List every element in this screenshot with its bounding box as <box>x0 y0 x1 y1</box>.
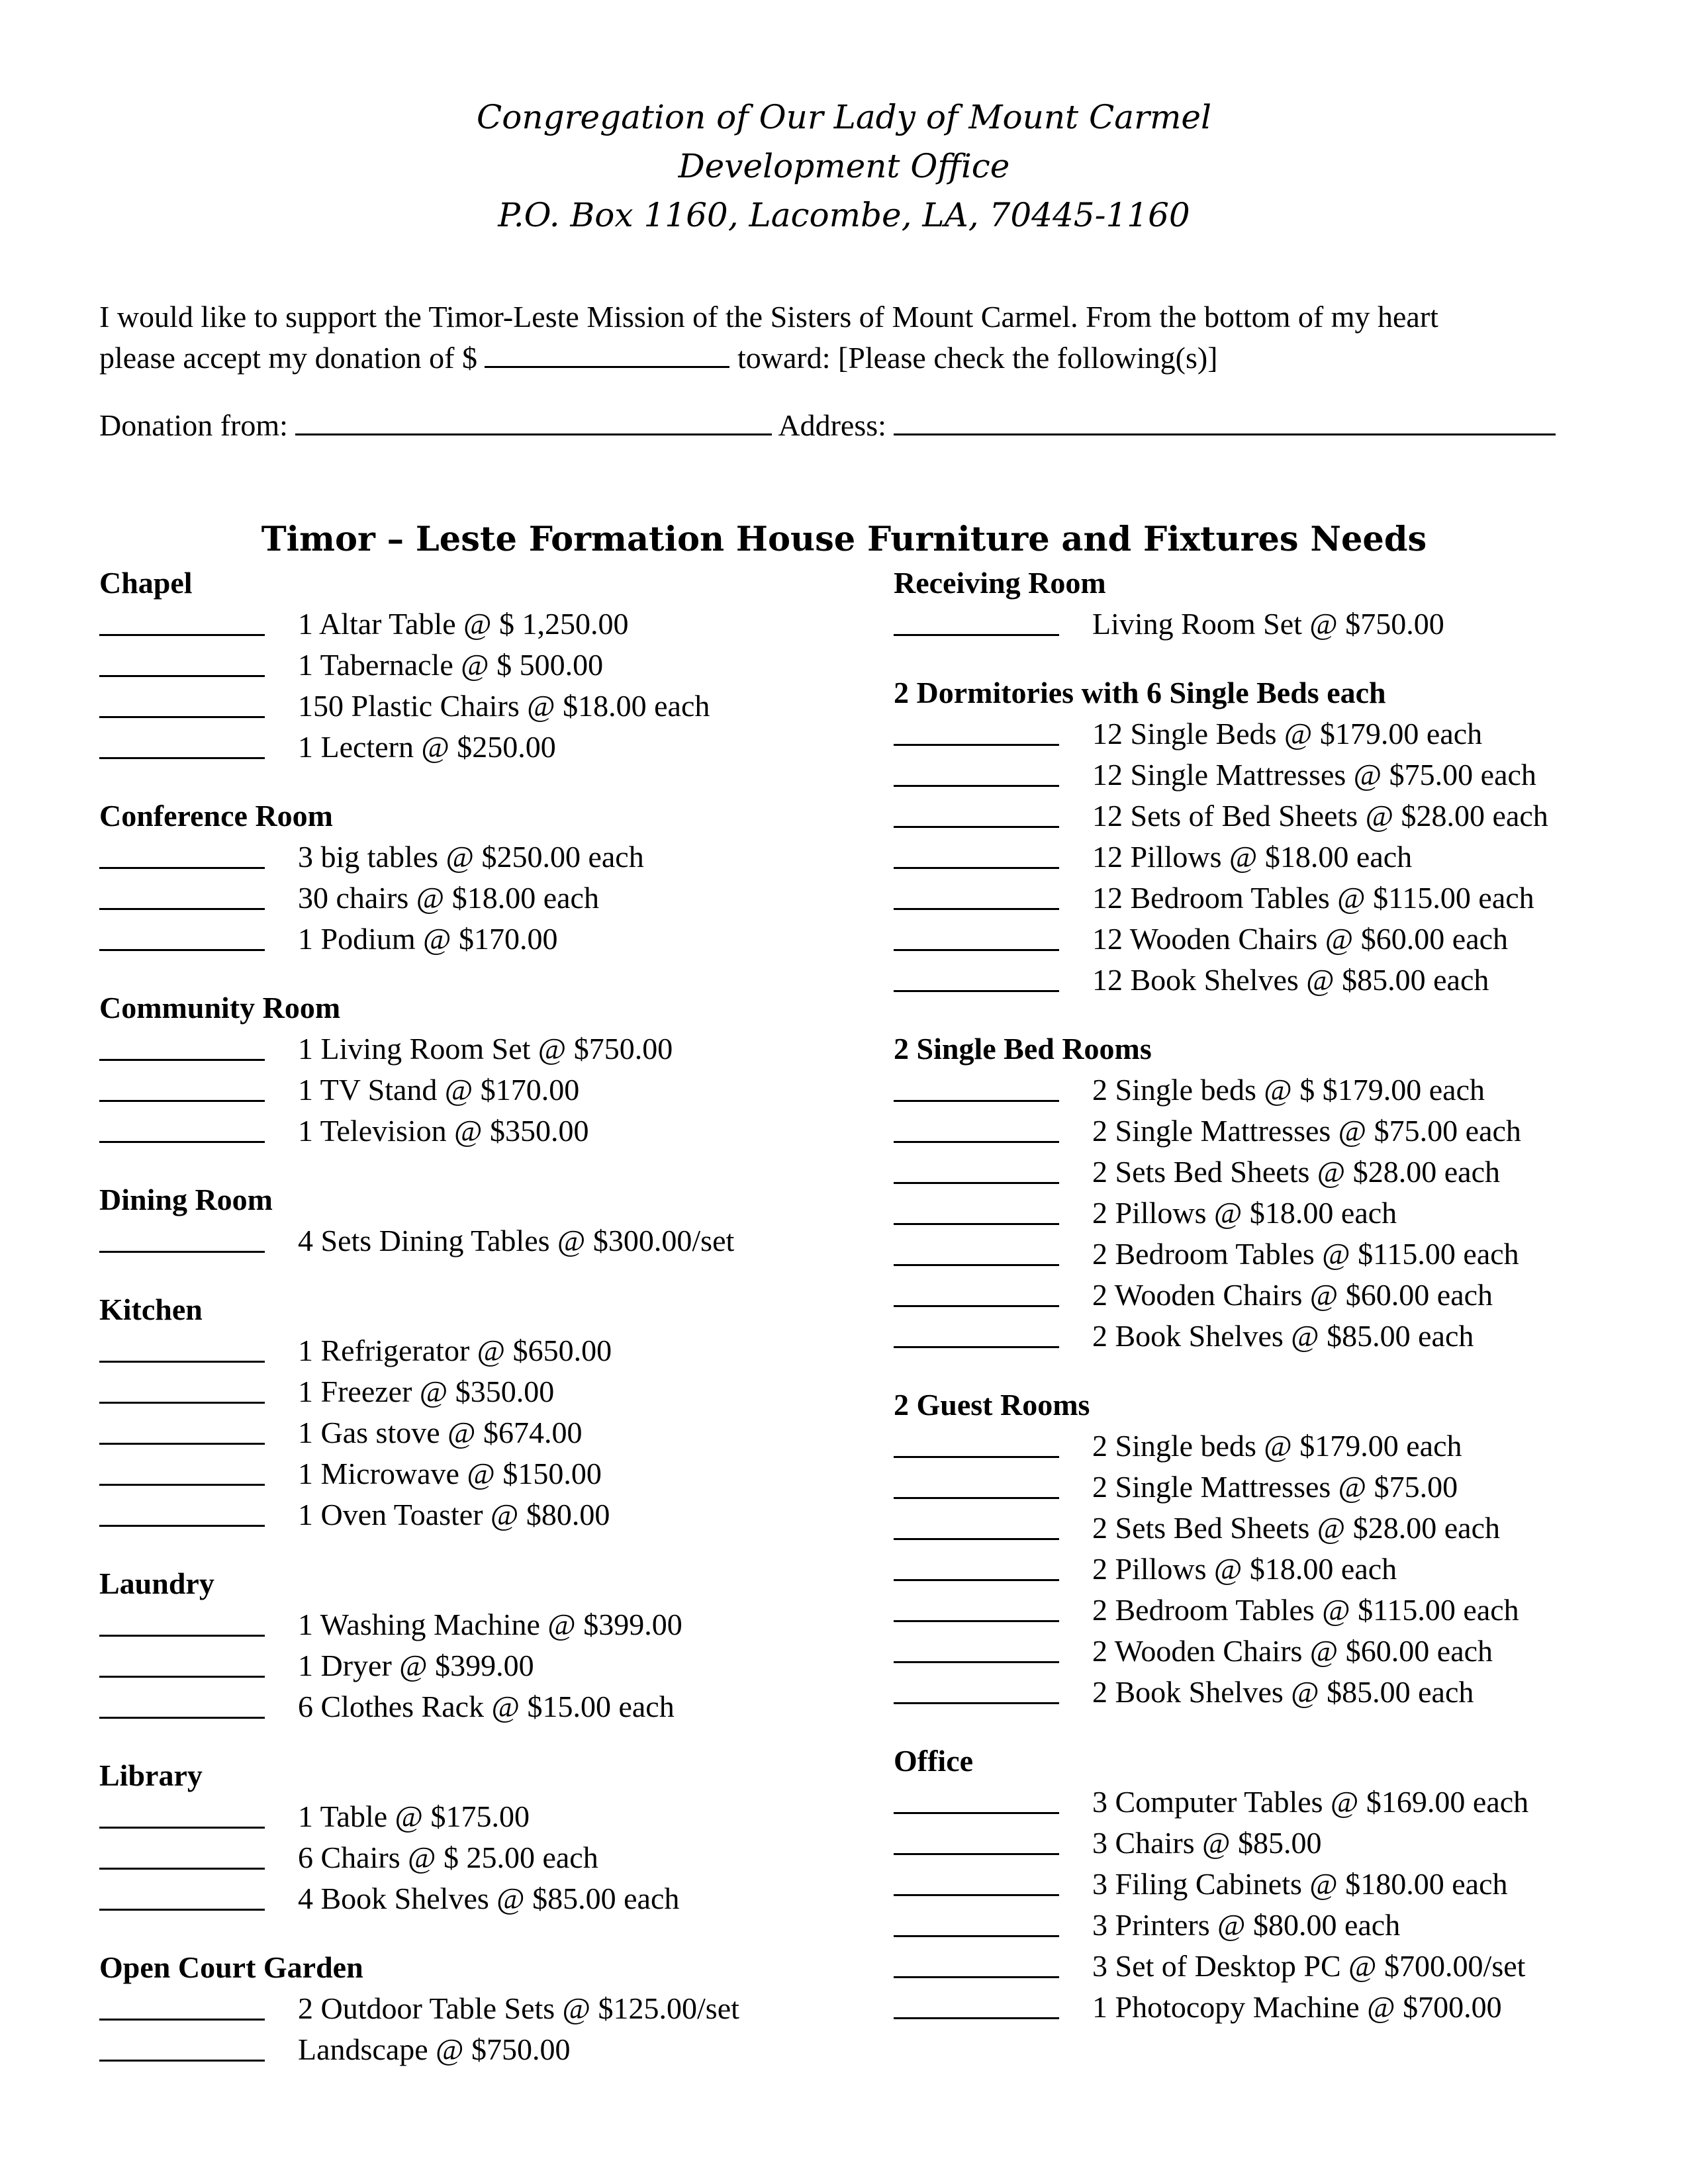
section-dining-room <box>99 1179 827 1261</box>
section-community-room <box>99 987 827 1152</box>
list-item <box>894 1426 1622 1467</box>
item-label: 1 Tabernacle @ $ 500.00 <box>298 648 604 682</box>
donation-intro <box>99 296 1595 446</box>
list-item <box>894 1316 1622 1357</box>
list-item <box>894 1987 1622 2028</box>
section-open-court-garden <box>99 1947 827 2070</box>
check-blank[interactable] <box>894 1120 1059 1143</box>
list-item <box>99 1330 827 1371</box>
item-label: 1 Table @ $175.00 <box>298 1799 530 1833</box>
list-item <box>99 1453 827 1494</box>
list-item <box>99 2029 827 2070</box>
list-item <box>99 604 827 645</box>
check-blank[interactable] <box>894 1640 1059 1663</box>
section-title: Conference Room <box>99 799 333 833</box>
check-blank[interactable] <box>99 928 265 951</box>
item-label: 12 Book Shelves @ $85.00 each <box>1092 963 1489 997</box>
item-label: 2 Book Shelves @ $85.00 each <box>1092 1319 1474 1353</box>
check-blank[interactable] <box>894 1558 1059 1581</box>
intro-line-1: I would like to support the Timor-Leste Mission of the Sisters of Mount Carmel. From the bottom of my heart <box>99 300 1438 334</box>
item-label: 2 Pillows @ $18.00 each <box>1092 1552 1397 1586</box>
office-name: Development Office <box>678 147 1010 185</box>
list-item <box>99 1604 827 1645</box>
check-blank[interactable] <box>894 1681 1059 1704</box>
needs-title: Timor – Leste Formation House Furniture and Fixtures Needs <box>261 520 1427 559</box>
list-item <box>894 1864 1622 1905</box>
item-label: 12 Sets of Bed Sheets @ $28.00 each <box>1092 799 1548 833</box>
right-column <box>894 563 1622 2056</box>
check-blank[interactable] <box>894 1435 1059 1458</box>
check-blank[interactable] <box>99 695 265 718</box>
section-chapel <box>99 563 827 768</box>
item-label: 2 Sets Bed Sheets @ $28.00 each <box>1092 1155 1500 1189</box>
list-item <box>99 878 827 919</box>
section-2-guest-rooms <box>894 1385 1622 1713</box>
check-blank[interactable] <box>894 1325 1059 1348</box>
item-label: 12 Wooden Chairs @ $60.00 each <box>1092 922 1509 956</box>
address-label: Address: <box>778 408 886 442</box>
check-blank[interactable] <box>894 1873 1059 1896</box>
section-conference-room <box>99 796 827 960</box>
check-blank[interactable] <box>894 1243 1059 1266</box>
item-label: 1 Lectern @ $250.00 <box>298 730 556 764</box>
section-title: Chapel <box>99 566 193 600</box>
section-title: Laundry <box>99 1567 214 1600</box>
check-blank[interactable] <box>99 1463 265 1486</box>
check-blank[interactable] <box>894 1079 1059 1102</box>
donation-amount-label: please accept my donation of $ <box>99 341 477 375</box>
list-item <box>894 1467 1622 1508</box>
list-item <box>99 1686 827 1727</box>
check-blank[interactable] <box>99 1120 265 1143</box>
item-label: 2 Bedroom Tables @ $115.00 each <box>1092 1237 1519 1271</box>
section-title: Library <box>99 1758 203 1792</box>
list-item <box>894 713 1622 754</box>
section-title: 2 Single Bed Rooms <box>894 1032 1152 1066</box>
check-blank[interactable] <box>99 654 265 677</box>
item-label: 12 Pillows @ $18.00 each <box>1092 840 1413 874</box>
list-item <box>894 1782 1622 1823</box>
item-label: 2 Single beds @ $ $179.00 each <box>1092 1073 1485 1107</box>
item-label: 12 Single Beds @ $179.00 each <box>1092 717 1483 751</box>
section-title: 2 Dormitories with 6 Single Beds each <box>894 676 1386 709</box>
donor-name-field[interactable] <box>295 407 772 435</box>
list-item <box>99 1220 827 1261</box>
section-title: Receiving Room <box>894 566 1106 600</box>
list-item <box>894 960 1622 1001</box>
list-item <box>99 1645 827 1686</box>
section-title: 2 Guest Rooms <box>894 1388 1090 1422</box>
check-blank[interactable] <box>894 969 1059 992</box>
list-item <box>99 1988 827 2029</box>
check-blank[interactable] <box>894 1476 1059 1499</box>
item-label: 1 Television @ $350.00 <box>298 1114 589 1148</box>
item-label: 2 Wooden Chairs @ $60.00 each <box>1092 1634 1493 1668</box>
check-blank[interactable] <box>894 928 1059 951</box>
list-item <box>894 1111 1622 1152</box>
item-label: 2 Outdoor Table Sets @ $125.00/set <box>298 1991 739 2025</box>
item-label: 1 Refrigerator @ $650.00 <box>298 1334 612 1367</box>
list-item <box>99 1412 827 1453</box>
item-label: 4 Book Shelves @ $85.00 each <box>298 1882 680 1915</box>
check-blank[interactable] <box>894 887 1059 910</box>
item-label: 1 Gas stove @ $674.00 <box>298 1416 583 1449</box>
list-item <box>894 878 1622 919</box>
list-item <box>894 1549 1622 1590</box>
check-blank[interactable] <box>894 1955 1059 1978</box>
item-label: 1 Photocopy Machine @ $700.00 <box>1092 1990 1502 2024</box>
list-item <box>99 1837 827 1878</box>
list-item <box>894 1823 1622 1864</box>
mailing-address: P.O. Box 1160, Lacombe, LA, 70445-1160 <box>498 196 1190 234</box>
donation-amount-field[interactable] <box>485 340 729 368</box>
check-blank[interactable] <box>99 1504 265 1527</box>
list-item <box>99 686 827 727</box>
check-blank[interactable] <box>99 887 265 910</box>
check-blank[interactable] <box>99 1655 265 1678</box>
section-kitchen <box>99 1289 827 1535</box>
list-item <box>894 1193 1622 1234</box>
list-item <box>99 837 827 878</box>
check-blank[interactable] <box>894 723 1059 746</box>
check-blank[interactable] <box>894 1202 1059 1225</box>
check-blank[interactable] <box>894 764 1059 787</box>
item-label: 150 Plastic Chairs @ $18.00 each <box>298 689 710 723</box>
item-label: 3 Set of Desktop PC @ $700.00/set <box>1092 1949 1526 1983</box>
item-label: 1 Living Room Set @ $750.00 <box>298 1032 673 1066</box>
check-blank[interactable] <box>894 805 1059 828</box>
check-blank[interactable] <box>99 1805 265 1829</box>
check-blank[interactable] <box>99 1846 265 1870</box>
item-label: 1 Freezer @ $350.00 <box>298 1375 555 1408</box>
item-label: 30 chairs @ $18.00 each <box>298 881 599 915</box>
check-blank[interactable] <box>99 1340 265 1363</box>
list-item <box>894 754 1622 796</box>
list-item <box>99 1069 827 1111</box>
item-label: 2 Book Shelves @ $85.00 each <box>1092 1675 1474 1709</box>
check-blank[interactable] <box>99 1038 265 1061</box>
item-label: 3 Filing Cabinets @ $180.00 each <box>1092 1867 1508 1901</box>
check-blank[interactable] <box>99 1422 265 1445</box>
section-receiving-room <box>894 563 1622 645</box>
item-label: 2 Single beds @ $179.00 each <box>1092 1429 1462 1463</box>
list-item <box>894 796 1622 837</box>
check-blank[interactable] <box>894 1914 1059 1937</box>
check-blank[interactable] <box>99 1614 265 1637</box>
section-laundry <box>99 1563 827 1727</box>
item-label: 4 Sets Dining Tables @ $300.00/set <box>298 1224 735 1257</box>
organization-name: Congregation of Our Lady of Mount Carmel <box>477 98 1211 136</box>
list-item <box>99 1028 827 1069</box>
section-library <box>99 1755 827 1919</box>
list-item <box>99 1796 827 1837</box>
list-item <box>894 1631 1622 1672</box>
letterhead <box>0 93 1688 240</box>
list-item <box>894 604 1622 645</box>
left-column <box>99 563 827 2098</box>
list-item <box>99 1111 827 1152</box>
list-item <box>894 1905 1622 1946</box>
section-title: Dining Room <box>99 1183 273 1216</box>
check-blank[interactable] <box>894 1791 1059 1814</box>
item-label: 3 Computer Tables @ $169.00 each <box>1092 1785 1529 1819</box>
check-blank[interactable] <box>894 1517 1059 1540</box>
item-label: 1 Microwave @ $150.00 <box>298 1457 602 1490</box>
check-blank[interactable] <box>894 1284 1059 1307</box>
item-label: 12 Single Mattresses @ $75.00 each <box>1092 758 1536 792</box>
check-blank[interactable] <box>99 2038 265 2062</box>
item-label: Living Room Set @ $750.00 <box>1092 607 1444 641</box>
item-label: 12 Bedroom Tables @ $115.00 each <box>1092 881 1534 915</box>
item-label: Landscape @ $750.00 <box>298 2032 571 2066</box>
check-blank[interactable] <box>894 1996 1059 2019</box>
item-label: 2 Pillows @ $18.00 each <box>1092 1196 1397 1230</box>
donor-info-row <box>99 405 1595 446</box>
list-item <box>99 727 827 768</box>
list-item <box>894 1069 1622 1111</box>
check-blank[interactable] <box>99 1230 265 1253</box>
item-label: 2 Single Mattresses @ $75.00 each <box>1092 1114 1521 1148</box>
donation-toward-label: toward: [Please check the following(s)] <box>737 341 1218 375</box>
list-item <box>894 837 1622 878</box>
section-title: Kitchen <box>99 1293 203 1326</box>
list-item <box>99 1371 827 1412</box>
check-blank[interactable] <box>894 1832 1059 1855</box>
item-label: 2 Sets Bed Sheets @ $28.00 each <box>1092 1511 1500 1545</box>
list-item <box>894 919 1622 960</box>
check-blank[interactable] <box>99 613 265 636</box>
section-office <box>894 1741 1622 2028</box>
check-blank[interactable] <box>99 1696 265 1719</box>
list-item <box>894 1590 1622 1631</box>
check-blank[interactable] <box>894 1599 1059 1622</box>
section-title: Office <box>894 1744 974 1778</box>
item-label: 3 big tables @ $250.00 each <box>298 840 644 874</box>
item-label: 3 Chairs @ $85.00 <box>1092 1826 1322 1860</box>
donation-from-label: Donation from: <box>99 408 288 442</box>
list-item <box>894 1152 1622 1193</box>
item-label: 1 Altar Table @ $ 1,250.00 <box>298 607 629 641</box>
item-label: 2 Single Mattresses @ $75.00 <box>1092 1470 1458 1504</box>
item-label: 2 Bedroom Tables @ $115.00 each <box>1092 1593 1519 1627</box>
section-title: Community Room <box>99 991 341 1024</box>
check-blank[interactable] <box>99 846 265 869</box>
item-label: 6 Chairs @ $ 25.00 each <box>298 1841 598 1874</box>
check-blank[interactable] <box>894 1161 1059 1184</box>
item-label: 1 TV Stand @ $170.00 <box>298 1073 580 1107</box>
list-item <box>894 1946 1622 1987</box>
list-item <box>894 1672 1622 1713</box>
item-label: 1 Dryer @ $399.00 <box>298 1649 534 1682</box>
section-title: Open Court Garden <box>99 1950 363 1984</box>
check-blank[interactable] <box>99 1997 265 2021</box>
check-blank[interactable] <box>99 1381 265 1404</box>
section-2-dormitories-with-6-single-beds-each <box>894 672 1622 1001</box>
list-item <box>894 1508 1622 1549</box>
section-2-single-bed-rooms <box>894 1028 1622 1357</box>
list-item <box>99 919 827 960</box>
item-label: 6 Clothes Rack @ $15.00 each <box>298 1690 675 1723</box>
list-item <box>894 1234 1622 1275</box>
check-blank[interactable] <box>99 1888 265 1911</box>
donor-address-field[interactable] <box>894 407 1556 435</box>
item-label: 2 Wooden Chairs @ $60.00 each <box>1092 1278 1493 1312</box>
item-label: 1 Podium @ $170.00 <box>298 922 558 956</box>
check-blank[interactable] <box>894 613 1059 636</box>
item-label: 1 Washing Machine @ $399.00 <box>298 1608 682 1641</box>
list-item <box>99 1878 827 1919</box>
list-item <box>894 1275 1622 1316</box>
list-item <box>99 1494 827 1535</box>
item-label: 3 Printers @ $80.00 each <box>1092 1908 1401 1942</box>
check-blank[interactable] <box>894 846 1059 869</box>
item-label: 1 Oven Toaster @ $80.00 <box>298 1498 610 1531</box>
intro-line-2 <box>99 338 1595 379</box>
check-blank[interactable] <box>99 1079 265 1102</box>
list-item <box>99 645 827 686</box>
check-blank[interactable] <box>99 736 265 759</box>
